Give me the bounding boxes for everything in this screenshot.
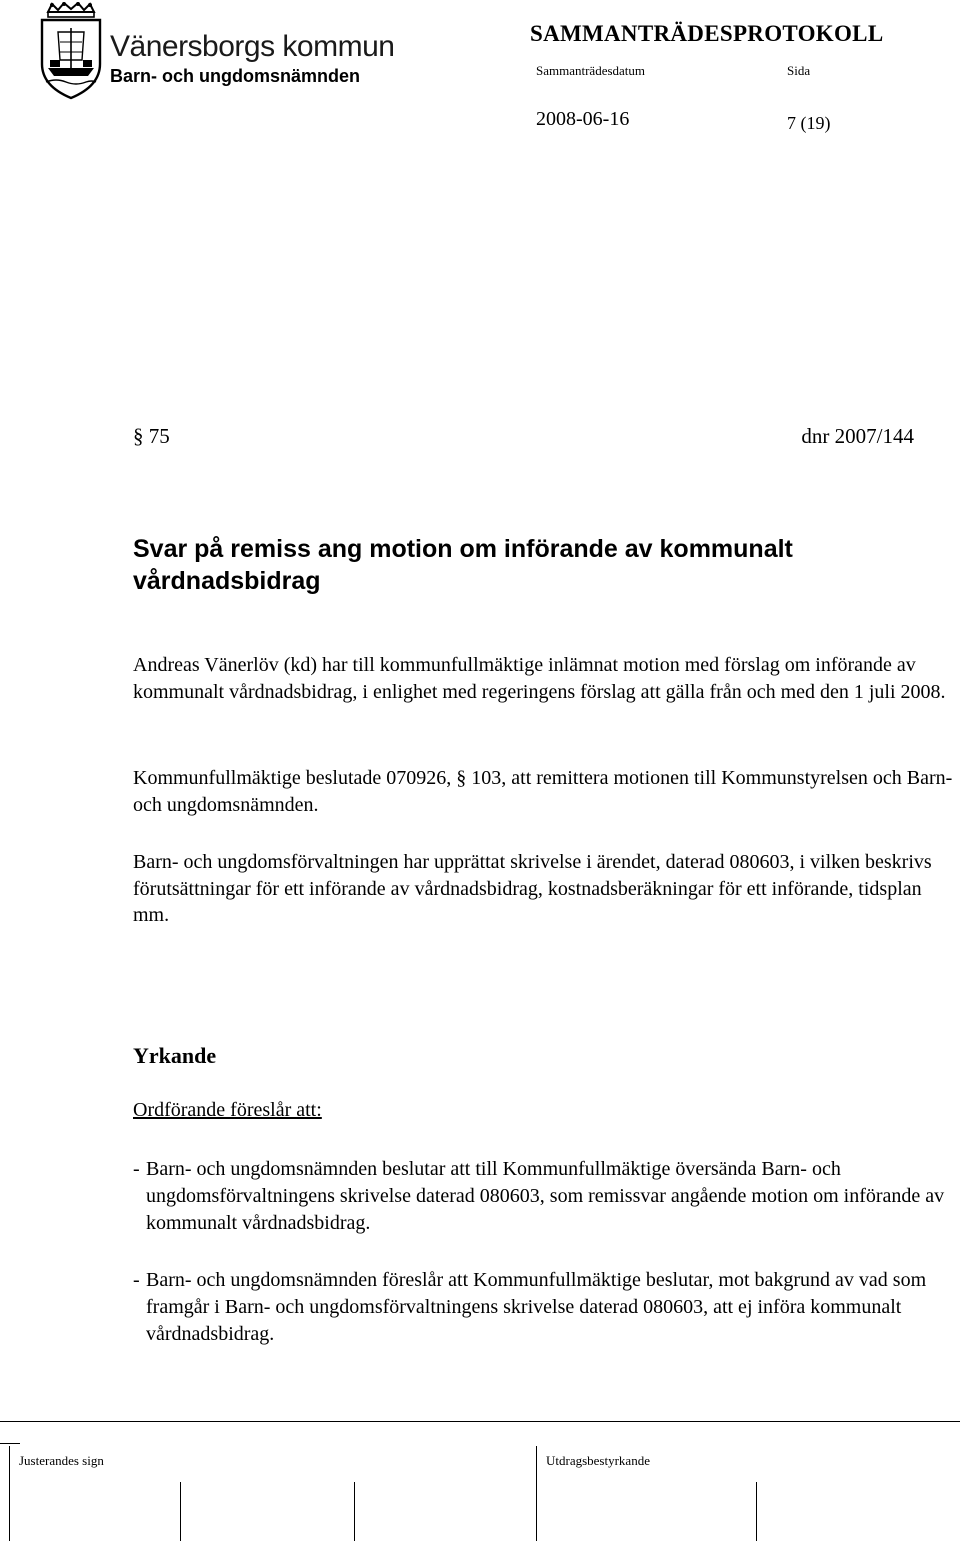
body-paragraph: Andreas Vänerlöv (kd) har till kommunfullmäktige inlämnat motion med förslag om införande av kommunalt vårdnadsbidrag, i enlighet med regeringens förslag att gälla från och med den 1 juli 2008.	[133, 654, 946, 703]
proposal-item	[133, 1267, 955, 1348]
proposal-heading: Yrkande	[133, 1043, 217, 1068]
committee-name: Barn- och ungdomsnämnden	[110, 66, 361, 86]
case-heading: Svar på remiss ang motion om införande av kommunalt vårdnadsbidrag	[133, 535, 793, 595]
document-title: SAMMANTRÄDESPROTOKOLL	[530, 21, 884, 46]
bullet-dash: -	[133, 1158, 140, 1180]
signature-box-divider	[9, 1446, 10, 1541]
proposal-item-text: Barn- och ungdomsnämnden föreslår att Kommunfullmäktige beslutar, mot bakgrund av vad som framgår i Barn- och ungdomsförvaltningens skrivelse daterad 080603, att ej införa kommunalt vårdnadsbidrag.	[146, 1269, 927, 1345]
chair-proposal-label: Ordförande föreslår att:	[133, 1099, 322, 1121]
case-number: dnr 2007/144	[801, 424, 914, 448]
body-paragraph: Barn- och ungdomsförvaltningen har upprättat skrivelse i ärendet, daterad 080603, i vilken beskrivs förutsättningar för ett införande av vårdnadsbidrag, kostnadsberäkningar för ett införande, tidsplan mm.	[133, 851, 932, 926]
signature-label: Justerandes sign	[19, 1453, 104, 1468]
proposal-item	[133, 1156, 955, 1237]
footer-divider-stub	[0, 1443, 20, 1444]
page-label: Sida	[787, 63, 811, 78]
meeting-date-label: Sammanträdesdatum	[536, 63, 646, 78]
signature-box-divider	[180, 1482, 181, 1541]
proposal-item-text: Barn- och ungdomsnämnden beslutar att till Kommunfullmäktige översända Barn- och ungdomsförvaltningens skrivelse daterad 080603, som remissvar angående motion om införande av kommunalt vårdnadsbidrag.	[146, 1158, 945, 1234]
municipality-coat-of-arms-icon	[36, 2, 106, 100]
paragraph-number: § 75	[133, 424, 170, 448]
bullet-dash: -	[133, 1269, 140, 1291]
body-paragraph: Kommunfullmäktige beslutade 070926, § 103, att remittera motionen till Kommunstyrelsen och Barn- och ungdomsnämnden.	[133, 767, 953, 816]
page-number: 7 (19)	[787, 113, 831, 133]
signature-box-divider	[536, 1446, 537, 1541]
signature-box-divider	[756, 1482, 757, 1541]
footer-divider	[0, 1421, 960, 1422]
signature-box-divider	[354, 1482, 355, 1541]
extract-certification-label: Utdragsbestyrkande	[546, 1453, 650, 1468]
meeting-date: 2008-06-16	[536, 108, 630, 130]
municipality-name: Vänersborgs kommun	[110, 30, 395, 63]
